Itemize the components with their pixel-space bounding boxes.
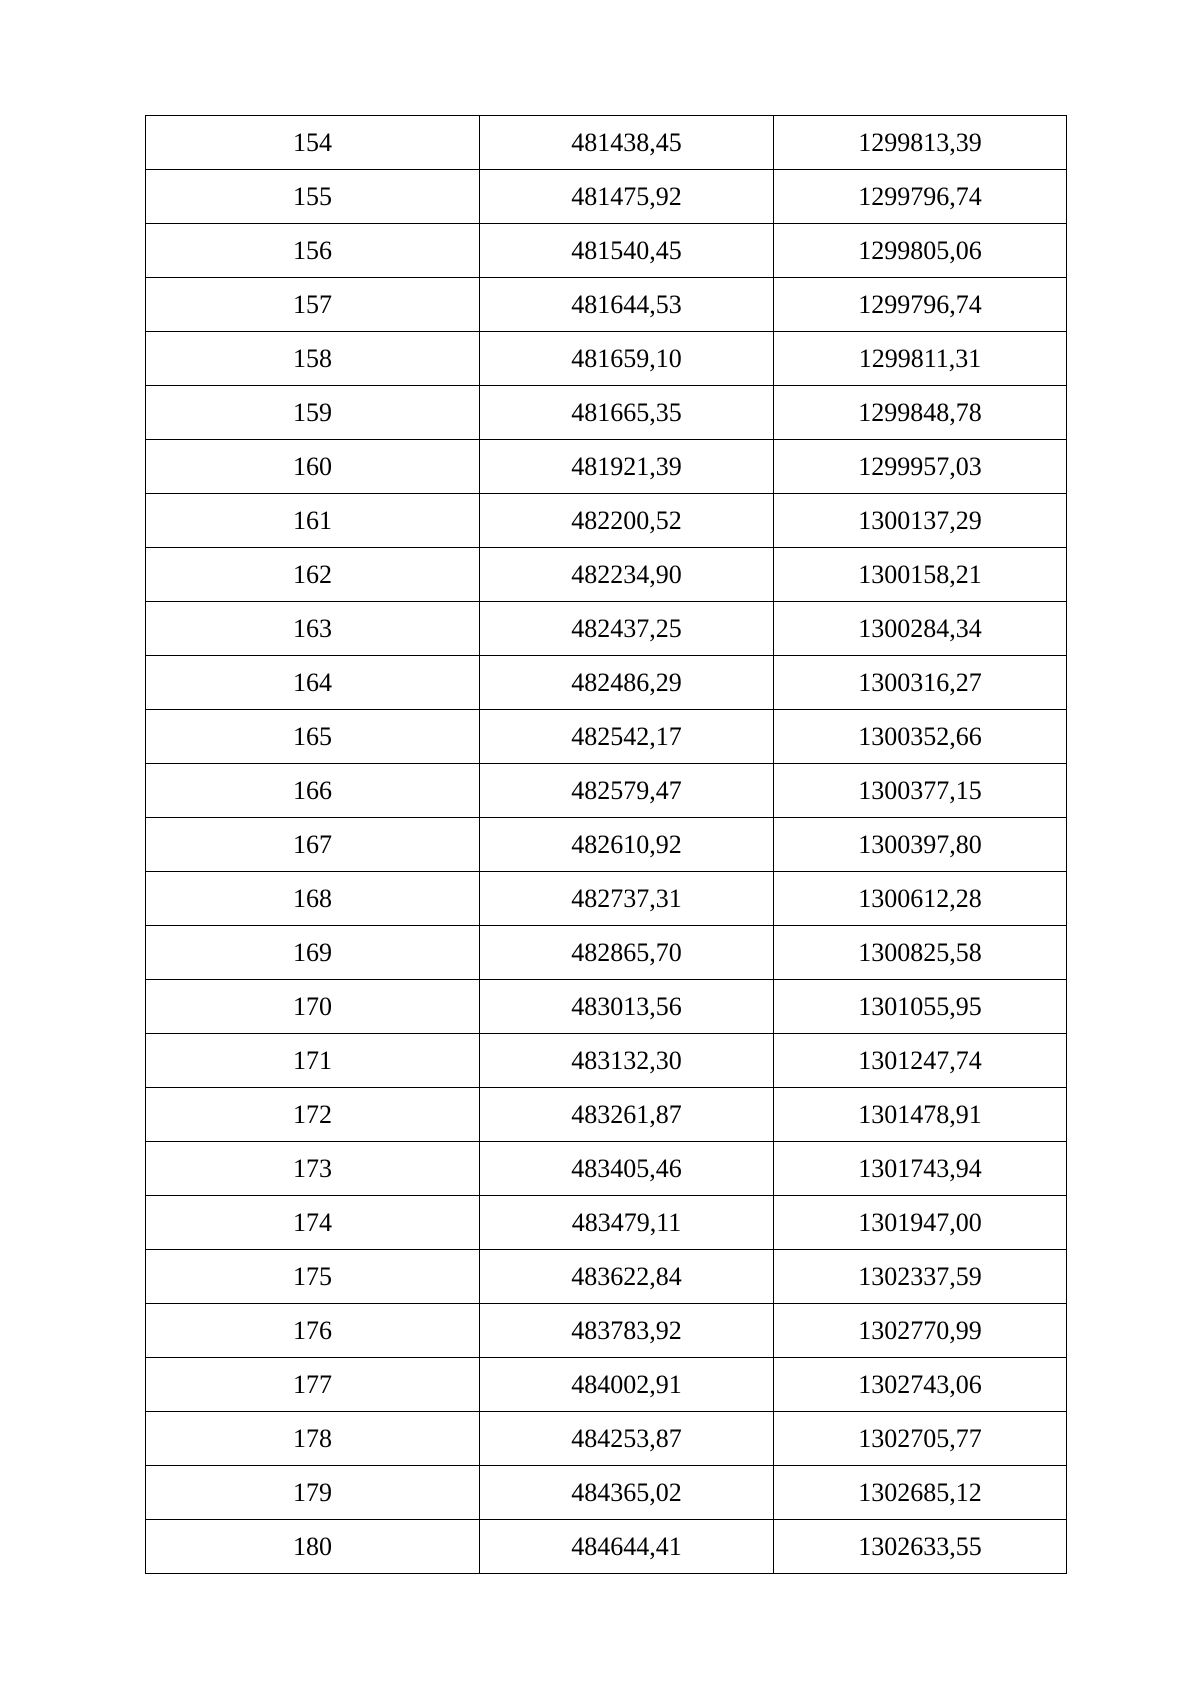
table-row — [146, 278, 1067, 332]
y-coordinate-cell: 1302770,99 — [774, 1304, 1067, 1358]
y-coordinate-cell: 1300284,34 — [774, 602, 1067, 656]
point-number-cell: 173 — [146, 1142, 480, 1196]
y-coordinate-cell: 1302633,55 — [774, 1520, 1067, 1574]
table-row — [146, 656, 1067, 710]
x-coordinate-cell: 482579,47 — [480, 764, 774, 818]
x-coordinate-cell: 483132,30 — [480, 1034, 774, 1088]
x-coordinate-cell: 481921,39 — [480, 440, 774, 494]
x-coordinate-cell: 481540,45 — [480, 224, 774, 278]
x-coordinate-cell: 483622,84 — [480, 1250, 774, 1304]
coordinates-table — [145, 115, 1067, 1574]
table-row — [146, 1520, 1067, 1574]
y-coordinate-cell: 1302685,12 — [774, 1466, 1067, 1520]
table-row — [146, 926, 1067, 980]
x-coordinate-cell: 484002,91 — [480, 1358, 774, 1412]
x-coordinate-cell: 482610,92 — [480, 818, 774, 872]
table-row — [146, 1412, 1067, 1466]
y-coordinate-cell: 1301743,94 — [774, 1142, 1067, 1196]
x-coordinate-cell: 484253,87 — [480, 1412, 774, 1466]
x-coordinate-cell: 482437,25 — [480, 602, 774, 656]
table-row — [146, 1466, 1067, 1520]
x-coordinate-cell: 483405,46 — [480, 1142, 774, 1196]
table-row — [146, 116, 1067, 170]
point-number-cell: 180 — [146, 1520, 480, 1574]
y-coordinate-cell: 1301478,91 — [774, 1088, 1067, 1142]
y-coordinate-cell: 1300137,29 — [774, 494, 1067, 548]
point-number-cell: 171 — [146, 1034, 480, 1088]
x-coordinate-cell: 481644,53 — [480, 278, 774, 332]
point-number-cell: 167 — [146, 818, 480, 872]
x-coordinate-cell: 483479,11 — [480, 1196, 774, 1250]
y-coordinate-cell: 1299848,78 — [774, 386, 1067, 440]
point-number-cell: 169 — [146, 926, 480, 980]
table-row — [146, 548, 1067, 602]
x-coordinate-cell: 482234,90 — [480, 548, 774, 602]
point-number-cell: 158 — [146, 332, 480, 386]
table-row — [146, 1142, 1067, 1196]
point-number-cell: 155 — [146, 170, 480, 224]
point-number-cell: 179 — [146, 1466, 480, 1520]
table-row — [146, 710, 1067, 764]
point-number-cell: 177 — [146, 1358, 480, 1412]
table-row — [146, 1358, 1067, 1412]
point-number-cell: 166 — [146, 764, 480, 818]
point-number-cell: 157 — [146, 278, 480, 332]
y-coordinate-cell: 1302743,06 — [774, 1358, 1067, 1412]
table-row — [146, 1304, 1067, 1358]
y-coordinate-cell: 1299805,06 — [774, 224, 1067, 278]
y-coordinate-cell: 1299957,03 — [774, 440, 1067, 494]
table-row — [146, 386, 1067, 440]
point-number-cell: 154 — [146, 116, 480, 170]
y-coordinate-cell: 1300316,27 — [774, 656, 1067, 710]
point-number-cell: 176 — [146, 1304, 480, 1358]
table-row — [146, 1088, 1067, 1142]
point-number-cell: 172 — [146, 1088, 480, 1142]
y-coordinate-cell: 1302705,77 — [774, 1412, 1067, 1466]
table-row — [146, 980, 1067, 1034]
table-row — [146, 1196, 1067, 1250]
y-coordinate-cell: 1299796,74 — [774, 278, 1067, 332]
y-coordinate-cell: 1302337,59 — [774, 1250, 1067, 1304]
x-coordinate-cell: 482200,52 — [480, 494, 774, 548]
point-number-cell: 161 — [146, 494, 480, 548]
y-coordinate-cell: 1300612,28 — [774, 872, 1067, 926]
y-coordinate-cell: 1301055,95 — [774, 980, 1067, 1034]
x-coordinate-cell: 482865,70 — [480, 926, 774, 980]
point-number-cell: 175 — [146, 1250, 480, 1304]
table-row — [146, 818, 1067, 872]
x-coordinate-cell: 482486,29 — [480, 656, 774, 710]
point-number-cell: 163 — [146, 602, 480, 656]
table-row — [146, 170, 1067, 224]
table-row — [146, 332, 1067, 386]
table-row — [146, 440, 1067, 494]
x-coordinate-cell: 481659,10 — [480, 332, 774, 386]
table-row — [146, 494, 1067, 548]
y-coordinate-cell: 1299813,39 — [774, 116, 1067, 170]
point-number-cell: 168 — [146, 872, 480, 926]
point-number-cell: 159 — [146, 386, 480, 440]
point-number-cell: 165 — [146, 710, 480, 764]
point-number-cell: 164 — [146, 656, 480, 710]
y-coordinate-cell: 1300397,80 — [774, 818, 1067, 872]
y-coordinate-cell: 1300377,15 — [774, 764, 1067, 818]
table-row — [146, 602, 1067, 656]
x-coordinate-cell: 483013,56 — [480, 980, 774, 1034]
point-number-cell: 160 — [146, 440, 480, 494]
point-number-cell: 162 — [146, 548, 480, 602]
point-number-cell: 174 — [146, 1196, 480, 1250]
x-coordinate-cell: 484644,41 — [480, 1520, 774, 1574]
y-coordinate-cell: 1300825,58 — [774, 926, 1067, 980]
table-row — [146, 1250, 1067, 1304]
table-row — [146, 764, 1067, 818]
table-row — [146, 224, 1067, 278]
table-row — [146, 872, 1067, 926]
x-coordinate-cell: 482737,31 — [480, 872, 774, 926]
x-coordinate-cell: 484365,02 — [480, 1466, 774, 1520]
x-coordinate-cell: 481665,35 — [480, 386, 774, 440]
x-coordinate-cell: 482542,17 — [480, 710, 774, 764]
y-coordinate-cell: 1299811,31 — [774, 332, 1067, 386]
table-row — [146, 1034, 1067, 1088]
x-coordinate-cell: 481475,92 — [480, 170, 774, 224]
point-number-cell: 178 — [146, 1412, 480, 1466]
x-coordinate-cell: 483261,87 — [480, 1088, 774, 1142]
y-coordinate-cell: 1299796,74 — [774, 170, 1067, 224]
y-coordinate-cell: 1301247,74 — [774, 1034, 1067, 1088]
y-coordinate-cell: 1300158,21 — [774, 548, 1067, 602]
point-number-cell: 156 — [146, 224, 480, 278]
point-number-cell: 170 — [146, 980, 480, 1034]
y-coordinate-cell: 1300352,66 — [774, 710, 1067, 764]
x-coordinate-cell: 481438,45 — [480, 116, 774, 170]
x-coordinate-cell: 483783,92 — [480, 1304, 774, 1358]
y-coordinate-cell: 1301947,00 — [774, 1196, 1067, 1250]
